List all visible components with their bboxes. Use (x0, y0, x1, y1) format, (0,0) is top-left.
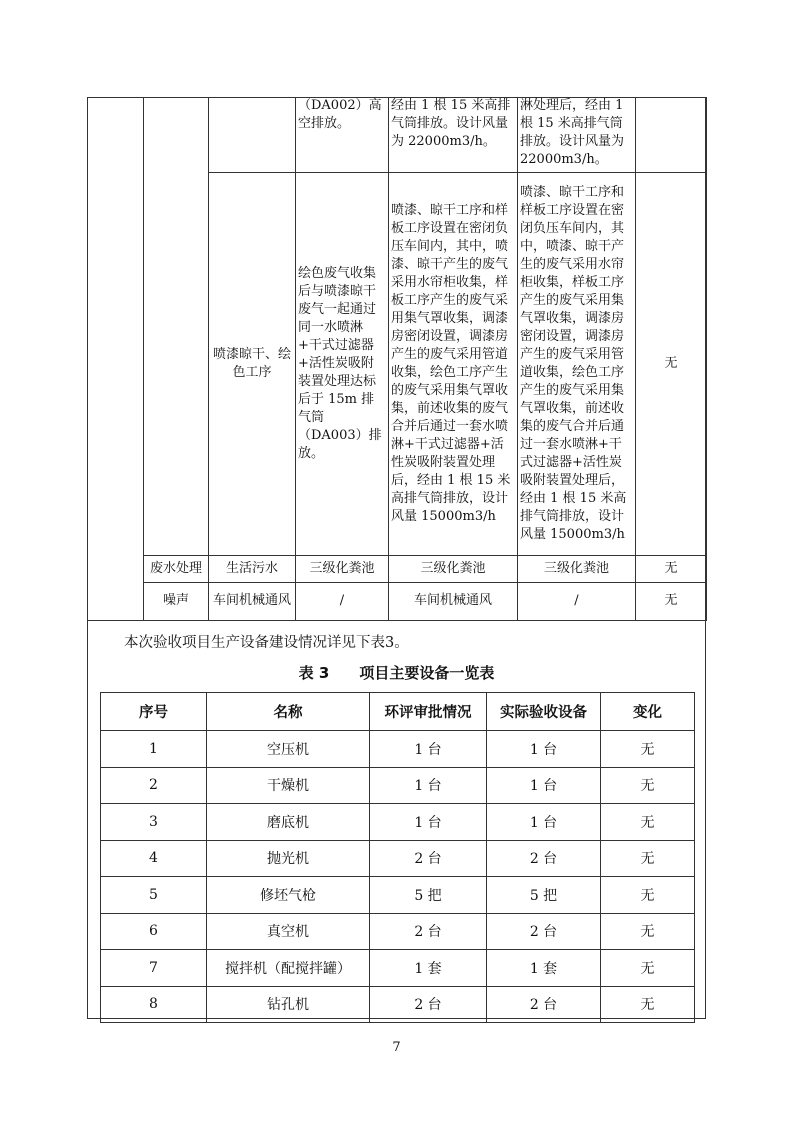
actual-cell: 2 台 (487, 913, 601, 950)
eia-cell: 经由 1 根 15 米高排气筒排放。设计风量为 22000m3/h。 (389, 97, 518, 172)
source-cell: 生活污水 (209, 555, 296, 582)
change-cell: 无 (601, 767, 695, 804)
page-number: 7 (392, 1040, 401, 1055)
blank-cell (144, 97, 209, 555)
seq-cell: 3 (101, 804, 207, 841)
actual-cell: 1 台 (487, 731, 601, 768)
actual-cell: 1 台 (487, 767, 601, 804)
eia-cell: 1 台 (370, 767, 487, 804)
table-caption: 表 3 项目主要设备一览表 (298, 664, 495, 682)
change-cell: 无 (601, 840, 695, 877)
actual-cell: 喷漆、晾干工序和样板工序设置在密闭负压车间内，其中，喷漆、晾干产生的废气采用水帘柜收集，样板工序产生的废气采用集气罩收集，调漆房密闭设置，调漆房产生的废气采用管道收集，绘色工序产生的废气采用集气罩收集，前述收集的废气合并后通过一套水喷淋+干式过滤器+活性炭吸附装置处理后，经由 1 根 15 米高排气筒排放，设计风量 15000m3/h (518, 172, 636, 555)
table-row (101, 767, 695, 804)
header-cell: 变化 (601, 693, 695, 731)
header-cell: 序号 (101, 693, 207, 731)
change-cell: 无 (636, 582, 707, 620)
name-cell: 磨底机 (207, 804, 370, 841)
eia-cell: 三级化粪池 (389, 555, 518, 582)
name-cell: 干燥机 (207, 767, 370, 804)
table-row (101, 804, 695, 841)
header-cell: 名称 (207, 693, 370, 731)
blank-cell (636, 97, 707, 172)
table-row (101, 950, 695, 987)
change-cell: 无 (601, 913, 695, 950)
name-cell: 修坯气枪 (207, 877, 370, 914)
seq-cell: 8 (101, 986, 207, 1023)
pollution-control-table (87, 97, 707, 621)
table-row (88, 582, 707, 620)
change-cell: 无 (636, 172, 707, 555)
blank-cell (209, 97, 296, 172)
process-cell: 喷漆晾干、绘色工序 (209, 172, 296, 555)
eia-cell: 喷漆、晾干工序和样板工序设置在密闭负压车间内，其中，喷漆、晾干产生的废气采用水帘柜收集，样板工序产生的废气采用集气罩收集，调漆房密闭设置，调漆房产生的废气采用管道收集，绘色工序产生的废气采用集气罩收集，前述收集的废气合并后通过一套水喷淋+干式过滤器+活性炭吸附装置处理后，经由 1 根 15 米高排气筒排放，设计风量 15000m3/h (389, 172, 518, 555)
seq-cell: 1 (101, 731, 207, 768)
blank-cell (88, 97, 144, 620)
actual-cell: 三级化粪池 (518, 555, 636, 582)
actual-cell: 1 套 (487, 950, 601, 987)
eia-cell: 1 台 (370, 804, 487, 841)
change-cell: 无 (601, 877, 695, 914)
eia-cell: 5 把 (370, 877, 487, 914)
table-row (88, 97, 707, 172)
eia-cell: 车间机械通风 (389, 582, 518, 620)
change-cell: 无 (601, 950, 695, 987)
table-row (101, 731, 695, 768)
source-cell: 车间机械通风 (209, 582, 296, 620)
actual-cell: 1 台 (487, 804, 601, 841)
name-cell: 真空机 (207, 913, 370, 950)
name-cell: 抛光机 (207, 840, 370, 877)
table-row (101, 913, 695, 950)
name-cell: 钻孔机 (207, 986, 370, 1023)
category-cell: 噪声 (144, 582, 209, 620)
name-cell: 空压机 (207, 731, 370, 768)
actual-cell: 2 台 (487, 986, 601, 1023)
actual-cell: 2 台 (487, 840, 601, 877)
change-cell: 无 (601, 986, 695, 1023)
eia-cell: 1 套 (370, 950, 487, 987)
eia-cell: 1 台 (370, 731, 487, 768)
seq-cell: 7 (101, 950, 207, 987)
body-paragraph: 本次验收项目生产设备建设情况详见下表3。 (124, 635, 409, 651)
seq-cell: 4 (101, 840, 207, 877)
seq-cell: 2 (101, 767, 207, 804)
header-cell: 环评审批情况 (370, 693, 487, 731)
change-cell: 无 (636, 555, 707, 582)
change-cell: 无 (601, 804, 695, 841)
measure-cell: （DA002）高空排放。 (296, 97, 389, 172)
table-row (101, 840, 695, 877)
actual-cell: / (518, 582, 636, 620)
header-row (101, 693, 695, 731)
seq-cell: 6 (101, 913, 207, 950)
eia-cell: 2 台 (370, 986, 487, 1023)
actual-cell: 5 把 (487, 877, 601, 914)
measure-cell: 三级化粪池 (296, 555, 389, 582)
seq-cell: 5 (101, 877, 207, 914)
table-row (101, 877, 695, 914)
category-cell: 废水处理 (144, 555, 209, 582)
measure-cell: / (296, 582, 389, 620)
change-cell: 无 (601, 731, 695, 768)
header-cell: 实际验收设备 (487, 693, 601, 731)
eia-cell: 2 台 (370, 913, 487, 950)
equipment-table (100, 692, 695, 1023)
measure-cell: 绘色废气收集后与喷漆晾干废气一起通过同一水喷淋+干式过滤器+活性炭吸附装置处理达标后于 15m 排气筒（DA003）排放。 (296, 172, 389, 555)
actual-cell: 淋处理后，经由 1 根 15 米高排气筒排放。设计风量为 22000m3/h。 (518, 97, 636, 172)
table-row (101, 986, 695, 1023)
name-cell: 搅拌机（配搅拌罐） (207, 950, 370, 987)
eia-cell: 2 台 (370, 840, 487, 877)
table-row (88, 555, 707, 582)
